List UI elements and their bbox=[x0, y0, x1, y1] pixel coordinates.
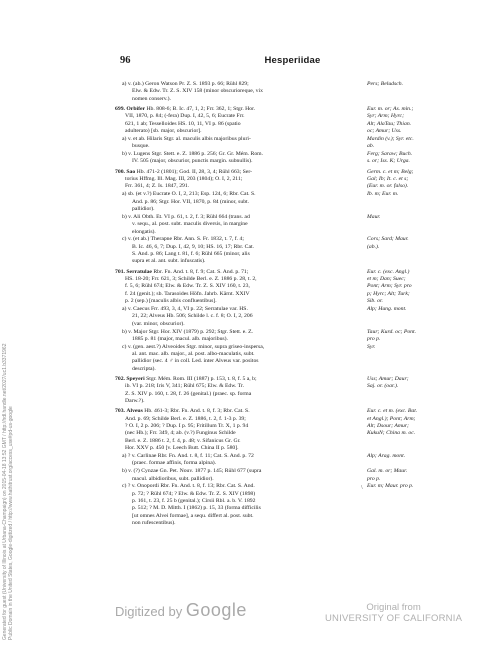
entry-references: Hb. 471-2 (1801); God. II, 28, 3, 4; Rühl 663; Ser- torius Hffmg. Ill. Mag. III, 203 (1804); O. I, 2, 211; Frr. 361, 4; Z. Is. 1847, 291. bbox=[125, 168, 253, 190]
variety-entry bbox=[115, 329, 465, 344]
distribution-note: Alp; Hung. mont. bbox=[367, 305, 407, 312]
entry-references: b) v. (?) Cynzae Gn. Pet. Nouv. 1877 p. 145; Rühl 677 (supra macul. albidioribus, subt. pallidior). bbox=[122, 468, 262, 482]
entry-references: Rbr. Fn. And. t. 8, f. 9; Cat. S. And. p. 71; HS. 18-20; Frr. 621, 3; Schilde Berl. e. Z. 1886 p. 28, t. 2, f. 5, 6; Rühl 674; Elw. & Edw. Tr. Z. S. XIV 160, t. 23, f. 24 (genit.); sb. Tarasoides Höfn. Jahrb. Kärnt. XXIV p. 2 (sep.) [maculis albis confluentibus]. bbox=[125, 268, 257, 305]
variety-entry bbox=[115, 306, 465, 328]
distribution-note: Taur; Kurd. oc; Pont. pro p. bbox=[367, 328, 417, 342]
entry-text bbox=[115, 408, 367, 452]
entry-number: 699. bbox=[115, 106, 125, 113]
entry-number: 701. bbox=[115, 268, 125, 275]
entry-number: 703. bbox=[115, 408, 125, 415]
entry-text bbox=[115, 136, 374, 151]
species-name: Serratulae bbox=[126, 268, 152, 275]
digitized-by-text: Digitized by bbox=[115, 604, 183, 619]
distribution-note: Ferg; Saraw; Buch. s. or; Iss. K; Urga. bbox=[367, 151, 413, 165]
species-entry bbox=[115, 106, 465, 135]
entry-text bbox=[115, 169, 367, 191]
variety-entry bbox=[115, 81, 465, 103]
entry-references: a) v. Caecus Frr. 493, 3, 4, VI p. 22; Serratulae var. HS. 21, 22; Alveus Hb. 506; Schilde l. c. f. 8; O. I, 2, 206 (var. minor, obscurior). bbox=[122, 305, 253, 327]
distribution-note: Eur. c. et m. (exc. Bat. et Angl.); Pont; Arm; Alt; Dsour; Amur; KukuN; China m. oc. bbox=[367, 408, 418, 437]
entry-text bbox=[115, 81, 374, 103]
distribution-note: Eur. m. or; As. min.; Syr; Arm; Hyrc; Alt; AlaTau; Thian. oc; Amur; Uss. bbox=[367, 106, 414, 135]
distribution-note: Alp; Arag. mont. bbox=[367, 453, 406, 459]
species-entry bbox=[115, 269, 465, 306]
entry-number: 702. bbox=[115, 376, 125, 383]
distribution-note: Syr. bbox=[367, 343, 376, 350]
entry-number: 700. bbox=[115, 168, 125, 175]
hathitrust-side-notice bbox=[2, 0, 14, 640]
variety-entry bbox=[115, 468, 465, 483]
species-entry bbox=[115, 169, 465, 191]
distribution-note: Mardin (v.); Syr. etc. ab. bbox=[367, 135, 414, 150]
variety-entry bbox=[115, 236, 465, 265]
entry-references: c) v. (et ab.) Therapne Rbr. Ann. S. Fr. 1832, t. 7, f. 4; B. Ic. 46, 6, 7; Dup. I, 42, 9, 10; HS. 16, 17; Rbr. Cat. S. And. p. 86; Lang t. 81, f. 6; Rühl 665 (minor, alis supra et al. ant. subt. infuscatis). bbox=[122, 236, 254, 265]
distribution-note: Germ. c. et m; Belg; Gal; Ib; It. c. et s; (Eur. m. or. falso). bbox=[367, 168, 414, 190]
entry-text bbox=[115, 191, 374, 213]
species-name: Speyeri bbox=[126, 376, 145, 383]
entry-text bbox=[115, 468, 374, 483]
entry-references: a) ? v. Carlinae Rbr. Fn. And. t. 8, f. 11; Cat. S. And. p. 72 (praec. formae affinis, forma alpina). bbox=[122, 453, 254, 467]
entry-text bbox=[115, 214, 374, 236]
entry-text bbox=[115, 306, 374, 328]
page-number: 96 bbox=[120, 55, 131, 66]
running-title: Hesperiidae bbox=[264, 55, 321, 66]
distribution-note: Maur. bbox=[367, 213, 381, 220]
entry-references: c) v. (gen. aest.?) Alveoides Stgr. minor, supra griseo-inspersa, al. ant. mac. alb. major., al. post. albo-maculatis, subt. pallidior (sec. 4 ♂ in coll. Led. inter Alveus var. positos descripta). bbox=[122, 343, 265, 372]
entry-references: Hb. 461-3; Rbr. Fn. And. t. 8, f. 3; Rbr. Cat. S. And. p. 69; Schilde Berl. e. Z. 1886, t. 2, f. 1-3 p. 39; ? O. I, 2 p. 206; ? Dup. I p. 95; Fritillum Tr. X, 1 p. 94 (nec Hb.); Frr. 349, 4; ab. (v.?) Funginus Schilde Berl. e. Z. 1886 t. 2, f. 4, p. 48; v. Sifanicus Gr. Gr. Hor. XXV p. 450 [v. Leech Butt. China II p. 580]. bbox=[125, 408, 250, 452]
entry-references: a) sb. (et v.?) Eucrate O. I, 2, 213; Esp. 124, 6; Rbr. Cat. S. And. p. 86; Stgr. Hor. VII, 1870, p. 84 (minor, subt. pallidior). bbox=[122, 191, 256, 212]
distribution-note: Cors; Sard; Maur. (ab.). bbox=[367, 236, 409, 250]
entry-text bbox=[115, 453, 374, 468]
entry-text bbox=[115, 376, 367, 405]
distribution-note: Gal. m. or; Maur. pro p. bbox=[367, 468, 408, 482]
variety-entry bbox=[115, 151, 465, 166]
original-from-text: Original from bbox=[366, 602, 421, 613]
distribution-note: Eur. m; Maur. pro p. bbox=[367, 483, 414, 490]
distribution-note: Uss; Amur; Daur; Saj. or. (oar.). bbox=[367, 376, 409, 390]
stray-mark: \ bbox=[361, 485, 363, 491]
species-name: Orbifer bbox=[126, 106, 146, 113]
entry-references: b) v. Ali Obth. Et. VI p. 61, t. 2, f. 3; Rühl 664 (trans. ad v. sequ., al. post. subt. maculis diversis, in margine elongatis). bbox=[122, 213, 250, 235]
entry-references: b) v. Lugens Stgr. Stett. e. Z. 1886 p. 256; Gr. Gr. Mém. Rom. IV. 505 (major, obscurior, punctis margin. subnullis). bbox=[122, 151, 264, 165]
original-from bbox=[325, 602, 462, 624]
distribution-note: Pers; Beludsch. bbox=[367, 81, 404, 87]
variety-entry bbox=[115, 191, 465, 213]
entry-text bbox=[115, 236, 374, 265]
entry-references: b) v. Major Stgr. Hor. XIV (1879) p. 292; Stgr. Stett. e. Z. 1885 p. 81 (major, macul. alb. majoribus). bbox=[122, 328, 253, 342]
google-logo-text: Google bbox=[185, 600, 247, 620]
digitized-by-google bbox=[115, 600, 247, 621]
entry-text bbox=[115, 344, 374, 373]
side-notice-line: Generated for guest (University of Illinois at Urbana-Champaign) on 2015-04-18 13:52 GMT / http://hdl.handle.net/2027/uc1.b3371962 bbox=[2, 343, 8, 640]
variety-entry bbox=[115, 136, 465, 151]
distribution-note: Eur. c. (exc. Angl.) et m; Dan; Suec; Pont; Arm; Syr. pro p; Hyrc; Alt; Turk; Sib. or. bbox=[367, 268, 412, 305]
variety-entry bbox=[115, 214, 465, 236]
entry-text bbox=[115, 269, 367, 306]
variety-entry bbox=[115, 344, 465, 373]
entry-references: c) ? v. Onopordi Rbr. Fn. And. t. 8, f. 13; Rbr. Cat. S. And. p. 72; ? Rühl 674; ? Elw. & Edw. Tr. Z. S. XIV (1898) p. 161, t. 23, f. 25 b (genital.); Cirsii Rbl. a. b. V. 1892 p. 512; ? M. D. Mitth. I (1862) p. 15, 33 (forma difficilis [ut omnes Alvei formae], a sequ. differt al. post. subt. non rufescentibus). bbox=[122, 483, 261, 527]
variety-entry bbox=[115, 483, 465, 527]
side-notice-line: Public Domain in the United States, Google-digitized / http://www.hathitrust.org/access_use#pd-us-google bbox=[8, 406, 15, 640]
entry-references: a) v. et ab. Hilaris Stgr. al. maculis albis majoribus pluri- busque. bbox=[122, 135, 251, 150]
page-header bbox=[120, 55, 465, 69]
entry-text bbox=[115, 151, 374, 166]
variety-entry bbox=[115, 453, 465, 468]
entry-text bbox=[115, 483, 374, 527]
distribution-note: Ib. m; Eur. m. bbox=[367, 191, 399, 198]
species-entry bbox=[115, 408, 465, 452]
entry-references: Hb. 808-6; B. Ic. 47, 1, 2; Frr. 362, 1; Stgr. Hor. VII, 1870, p. 84; (-fera) Dup. I, 42, 5, 6; Eucrate Frr. 621, 1 ab; Tesselloides HS. 10, 11, VI p. 86 (spatio adulterato) [sb. major, obscurior]. bbox=[125, 106, 256, 135]
species-name: Alveus bbox=[126, 408, 143, 415]
species-entry bbox=[115, 376, 465, 405]
entry-text bbox=[115, 106, 367, 135]
entry-references: Stgr. Mém. Rom. III (1887) p. 153, t. 8, f. 5 a, b; ib. VI p. 218; Iris V, 341; Rühl 675; Elw. & Edw. Tr. Z. S. XIV p. 160, t. 28, f. 26 (genital.) (praec. sp. forma Darw.?). bbox=[125, 376, 257, 405]
university-name: UNIVERSITY OF CALIFORNIA bbox=[325, 613, 463, 624]
entry-references: a) v. (ab.) Geron Watson Pr. Z. S. 1893 p. 66; Rühl 829; Elw. & Edw. Tr. Z. S. XIV 158 (minor obscurioreque, vix nomen conserv.). bbox=[122, 81, 263, 102]
entry-text bbox=[115, 329, 374, 344]
catalogue-entries bbox=[115, 81, 465, 528]
species-name: Sao bbox=[126, 168, 136, 175]
